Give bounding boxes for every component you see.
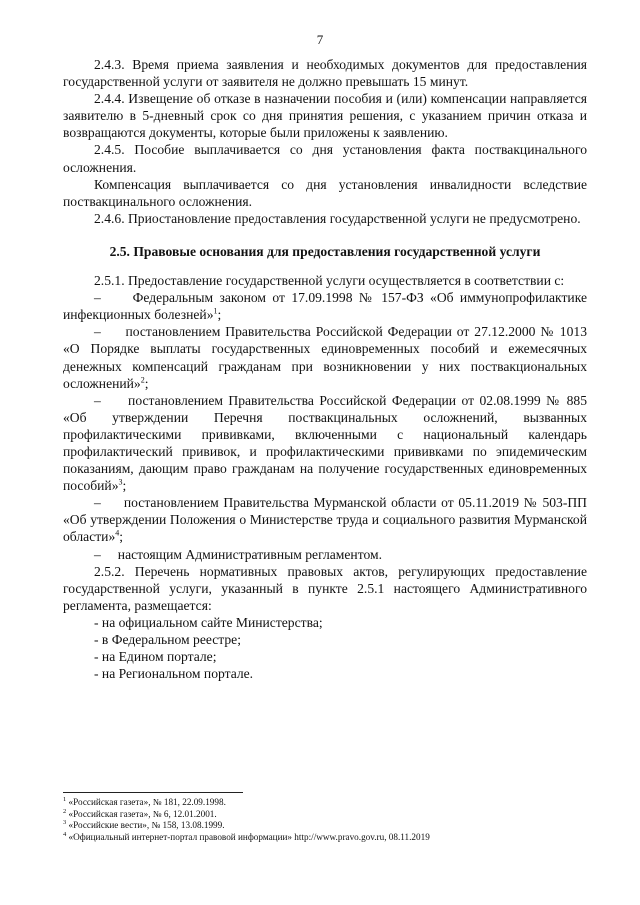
footnote-1-text: «Российская газета», № 181, 22.09.1998. <box>66 797 226 807</box>
law-item-3 <box>63 392 587 495</box>
footnote-ref-1: 1 <box>213 306 218 316</box>
footnote-4-number: 4 <box>63 830 67 838</box>
section-heading-2-5: 2.5. Правовые основания для предоставления государственной услуги <box>109 243 541 259</box>
footnote-1-number: 1 <box>63 795 67 803</box>
footnote-4 <box>63 832 587 844</box>
footnote-divider <box>63 792 243 793</box>
paragraph-2-5-2: 2.5.2. Перечень нормативных правовых актов, регулирующих предоставление государственной услуги, указанный в пункте 2.5.1 настоящего Административного регламента, размещается: <box>63 563 587 613</box>
page-number: 7 <box>316 32 324 47</box>
paragraph-2-4-5: 2.4.5. Пособие выплачивается со дня установления факта поствакцинального осложнения. <box>63 142 587 175</box>
paragraph-2-4-3: 2.4.3. Время приема заявления и необходимых документов для предоставления государственной услуги от заявителя не должно превышать 15 минут. <box>63 57 587 90</box>
placement-item-1: - на официальном сайте Министерства; <box>94 614 323 630</box>
law-item-1 <box>63 289 587 323</box>
law-item-2-text: – постановлением Правительства Российской Федерации от 27.12.2000 № 1013 «О Порядке выплаты государственных единовременных пособий и ежемесячных денежных компенсаций гражданам при возникновении у них поствакциональных осложнений» <box>63 324 587 391</box>
footnote-ref-2: 2 <box>140 375 145 385</box>
footnote-2-number: 2 <box>63 807 67 815</box>
paragraph-2-4-4: 2.4.4. Извещение об отказе в назначении пособия и (или) компенсации направляется заявителю в 5-дневный срок со дня принятия решения, с указанием причин отказа и возвращаются документы, которые были приложены к заявлению. <box>63 91 587 141</box>
footnote-3 <box>63 820 587 832</box>
law-item-4-tail: ; <box>119 529 124 545</box>
law-item-5: – настоящим Административным регламентом. <box>94 546 382 562</box>
placement-item-4: - на Региональном портале. <box>94 666 254 682</box>
law-item-4-text: – постановлением Правительства Мурманской области от 05.11.2019 № 503-ПП «Об утверждении Положения о Министерстве труда и социального развития Мурманской области» <box>63 495 587 545</box>
paragraph-compensation: Компенсация выплачивается со дня установления инвалидности вследствие поствакцинального осложнения. <box>63 176 587 209</box>
footnotes <box>63 797 587 843</box>
footnote-2-text: «Российская газета», № 6, 12.01.2001. <box>66 808 217 819</box>
paragraph-2-4-6: 2.4.6. Приостановление предоставления государственной услуги не предусмотрено. <box>94 210 581 226</box>
law-item-2 <box>63 323 587 391</box>
law-item-3-tail: ; <box>122 478 127 494</box>
footnote-ref-4: 4 <box>115 528 120 538</box>
law-item-4 <box>63 494 587 545</box>
document-body <box>63 56 587 682</box>
footnote-3-number: 3 <box>63 819 67 827</box>
law-item-2-tail: ; <box>144 375 149 391</box>
placement-item-2: - в Федеральном реестре; <box>94 632 241 647</box>
placement-item-3: - на Едином портале; <box>94 649 217 665</box>
law-item-3-text: – постановлением Правительства Российской Федерации от 02.08.1999 № 885 «Об утверждении Перечня поствакцинальных осложнений, вызванных профилактическими прививками, включенными с национальный календарь профилактический прививок, и профилактическими прививками по эпидемическим показаниям, дающим право гражданам на получение государственных единовременных пособий» <box>63 392 587 494</box>
footnote-1 <box>63 797 587 809</box>
footnote-2 <box>63 809 587 821</box>
footnote-4-text: «Официальный интернет-портал правовой информации» http://www.pravo.gov.ru, 08.11.2019 <box>66 831 430 842</box>
paragraph-2-5-1: 2.5.1. Предоставление государственной услуги осуществляется в соответствии с: <box>94 273 565 289</box>
law-item-1-tail: ; <box>217 307 222 323</box>
law-item-1-text: – Федеральным законом от 17.09.1998 № 157-ФЗ «Об иммунопрофилактике инфекционных болезней» <box>63 290 587 323</box>
footnote-3-text: «Российские вести», № 158, 13.08.1999. <box>66 820 225 831</box>
footnote-ref-3: 3 <box>118 477 123 487</box>
